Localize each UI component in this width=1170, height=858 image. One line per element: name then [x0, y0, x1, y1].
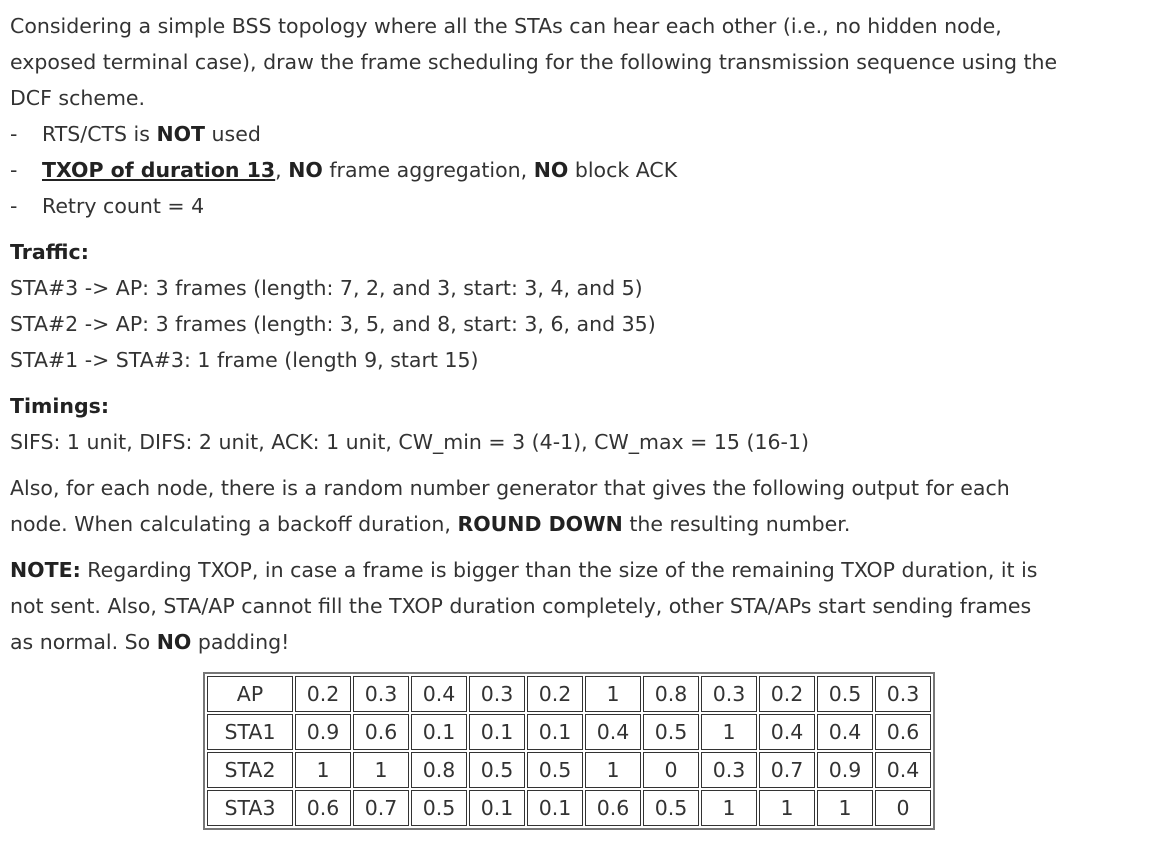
table-cell: 0.4 — [875, 752, 931, 788]
table-cell: 0.6 — [295, 790, 351, 826]
table-cell: 0.2 — [759, 676, 815, 712]
table-cell: 1 — [295, 752, 351, 788]
table-cell: 0.6 — [353, 714, 409, 750]
table-cell: 0.4 — [585, 714, 641, 750]
table-cell: 1 — [585, 676, 641, 712]
table-cell: 0.1 — [527, 790, 583, 826]
table-cell: 0.3 — [701, 752, 757, 788]
table-cell: 0 — [643, 752, 699, 788]
table-cell: 0.7 — [759, 752, 815, 788]
table-cell: 1 — [701, 714, 757, 750]
table-cell: 1 — [759, 790, 815, 826]
table-row — [207, 714, 931, 750]
table-cell: 0.5 — [817, 676, 873, 712]
table-cell: 0.4 — [817, 714, 873, 750]
table-cell: 0.3 — [875, 676, 931, 712]
row-label: AP — [207, 676, 293, 712]
table-cell: 0.4 — [411, 676, 467, 712]
table-cell: 0.1 — [527, 714, 583, 750]
table-cell: 0.8 — [411, 752, 467, 788]
table-cell: 1 — [585, 752, 641, 788]
table-cell: 0.7 — [353, 790, 409, 826]
note-paragraph: NOTE: Regarding TXOP, in case a frame is bigger than the size of the remaining TXOP duration, it is not sent. Also, STA/AP cannot fill the TXOP duration completely, other STA/APs start sending frames as normal. So NO padding! — [10, 558, 1038, 654]
table-cell: 0.5 — [643, 714, 699, 750]
table-cell: 0.6 — [875, 714, 931, 750]
table-cell: 0.6 — [585, 790, 641, 826]
table-cell: 0.4 — [759, 714, 815, 750]
also-paragraph: Also, for each node, there is a random number generator that gives the following output for each node. When calculating a backoff duration, ROUND DOWN the resulting number. — [10, 476, 1010, 536]
row-label: STA2 — [207, 752, 293, 788]
table-cell: 0.9 — [817, 752, 873, 788]
table-cell: 0.3 — [469, 676, 525, 712]
table-cell: 1 — [817, 790, 873, 826]
table-cell: 0.1 — [411, 714, 467, 750]
table-cell: 0.3 — [701, 676, 757, 712]
row-label: STA3 — [207, 790, 293, 826]
table-cell: 0.5 — [527, 752, 583, 788]
row-label: STA1 — [207, 714, 293, 750]
table-cell: 0.1 — [469, 714, 525, 750]
intro-paragraph: Considering a simple BSS topology where all the STAs can hear each other (i.e., no hidden node, exposed terminal case), draw the frame scheduling for the following transmission sequence using the DCF scheme. — [10, 14, 1058, 110]
table-cell: 0.5 — [411, 790, 467, 826]
table-cell: 0.9 — [295, 714, 351, 750]
table-cell: 1 — [353, 752, 409, 788]
traffic-heading: Traffic: — [10, 240, 89, 264]
table-cell: 1 — [701, 790, 757, 826]
table-row — [207, 790, 931, 826]
table-cell: 0.1 — [469, 790, 525, 826]
table-cell: 0.2 — [295, 676, 351, 712]
table-cell: 0.5 — [643, 790, 699, 826]
table-row — [207, 752, 931, 788]
timings-heading: Timings: — [10, 394, 110, 418]
timings-section: Timings: SIFS: 1 unit, DIFS: 2 unit, ACK: 1 unit, CW_min = 3 (4-1), CW_max = 15 (16-1) — [10, 394, 809, 454]
bullet-retry: - Retry count = 4 — [10, 194, 205, 218]
table-cell: 0.8 — [643, 676, 699, 712]
traffic-section: Traffic: STA#3 -> AP: 3 frames (length: 7, 2, and 3, start: 3, 4, and 5) STA#2 -> AP: 3 frames (length: 3, 5, and 8, start: 3, 6, and 35) STA#1 -> STA#3: 1 frame (length 9, start 15) — [10, 240, 656, 372]
table-row — [207, 676, 931, 712]
table-cell: 0 — [875, 790, 931, 826]
table-cell: 0.2 — [527, 676, 583, 712]
bullet-rts: - RTS/CTS is NOT used — [10, 122, 261, 146]
bullet-txop: - TXOP of duration 13, NO frame aggregation, NO block ACK — [10, 158, 678, 182]
table-cell: 0.5 — [469, 752, 525, 788]
random-number-table — [203, 672, 935, 830]
table-cell: 0.3 — [353, 676, 409, 712]
